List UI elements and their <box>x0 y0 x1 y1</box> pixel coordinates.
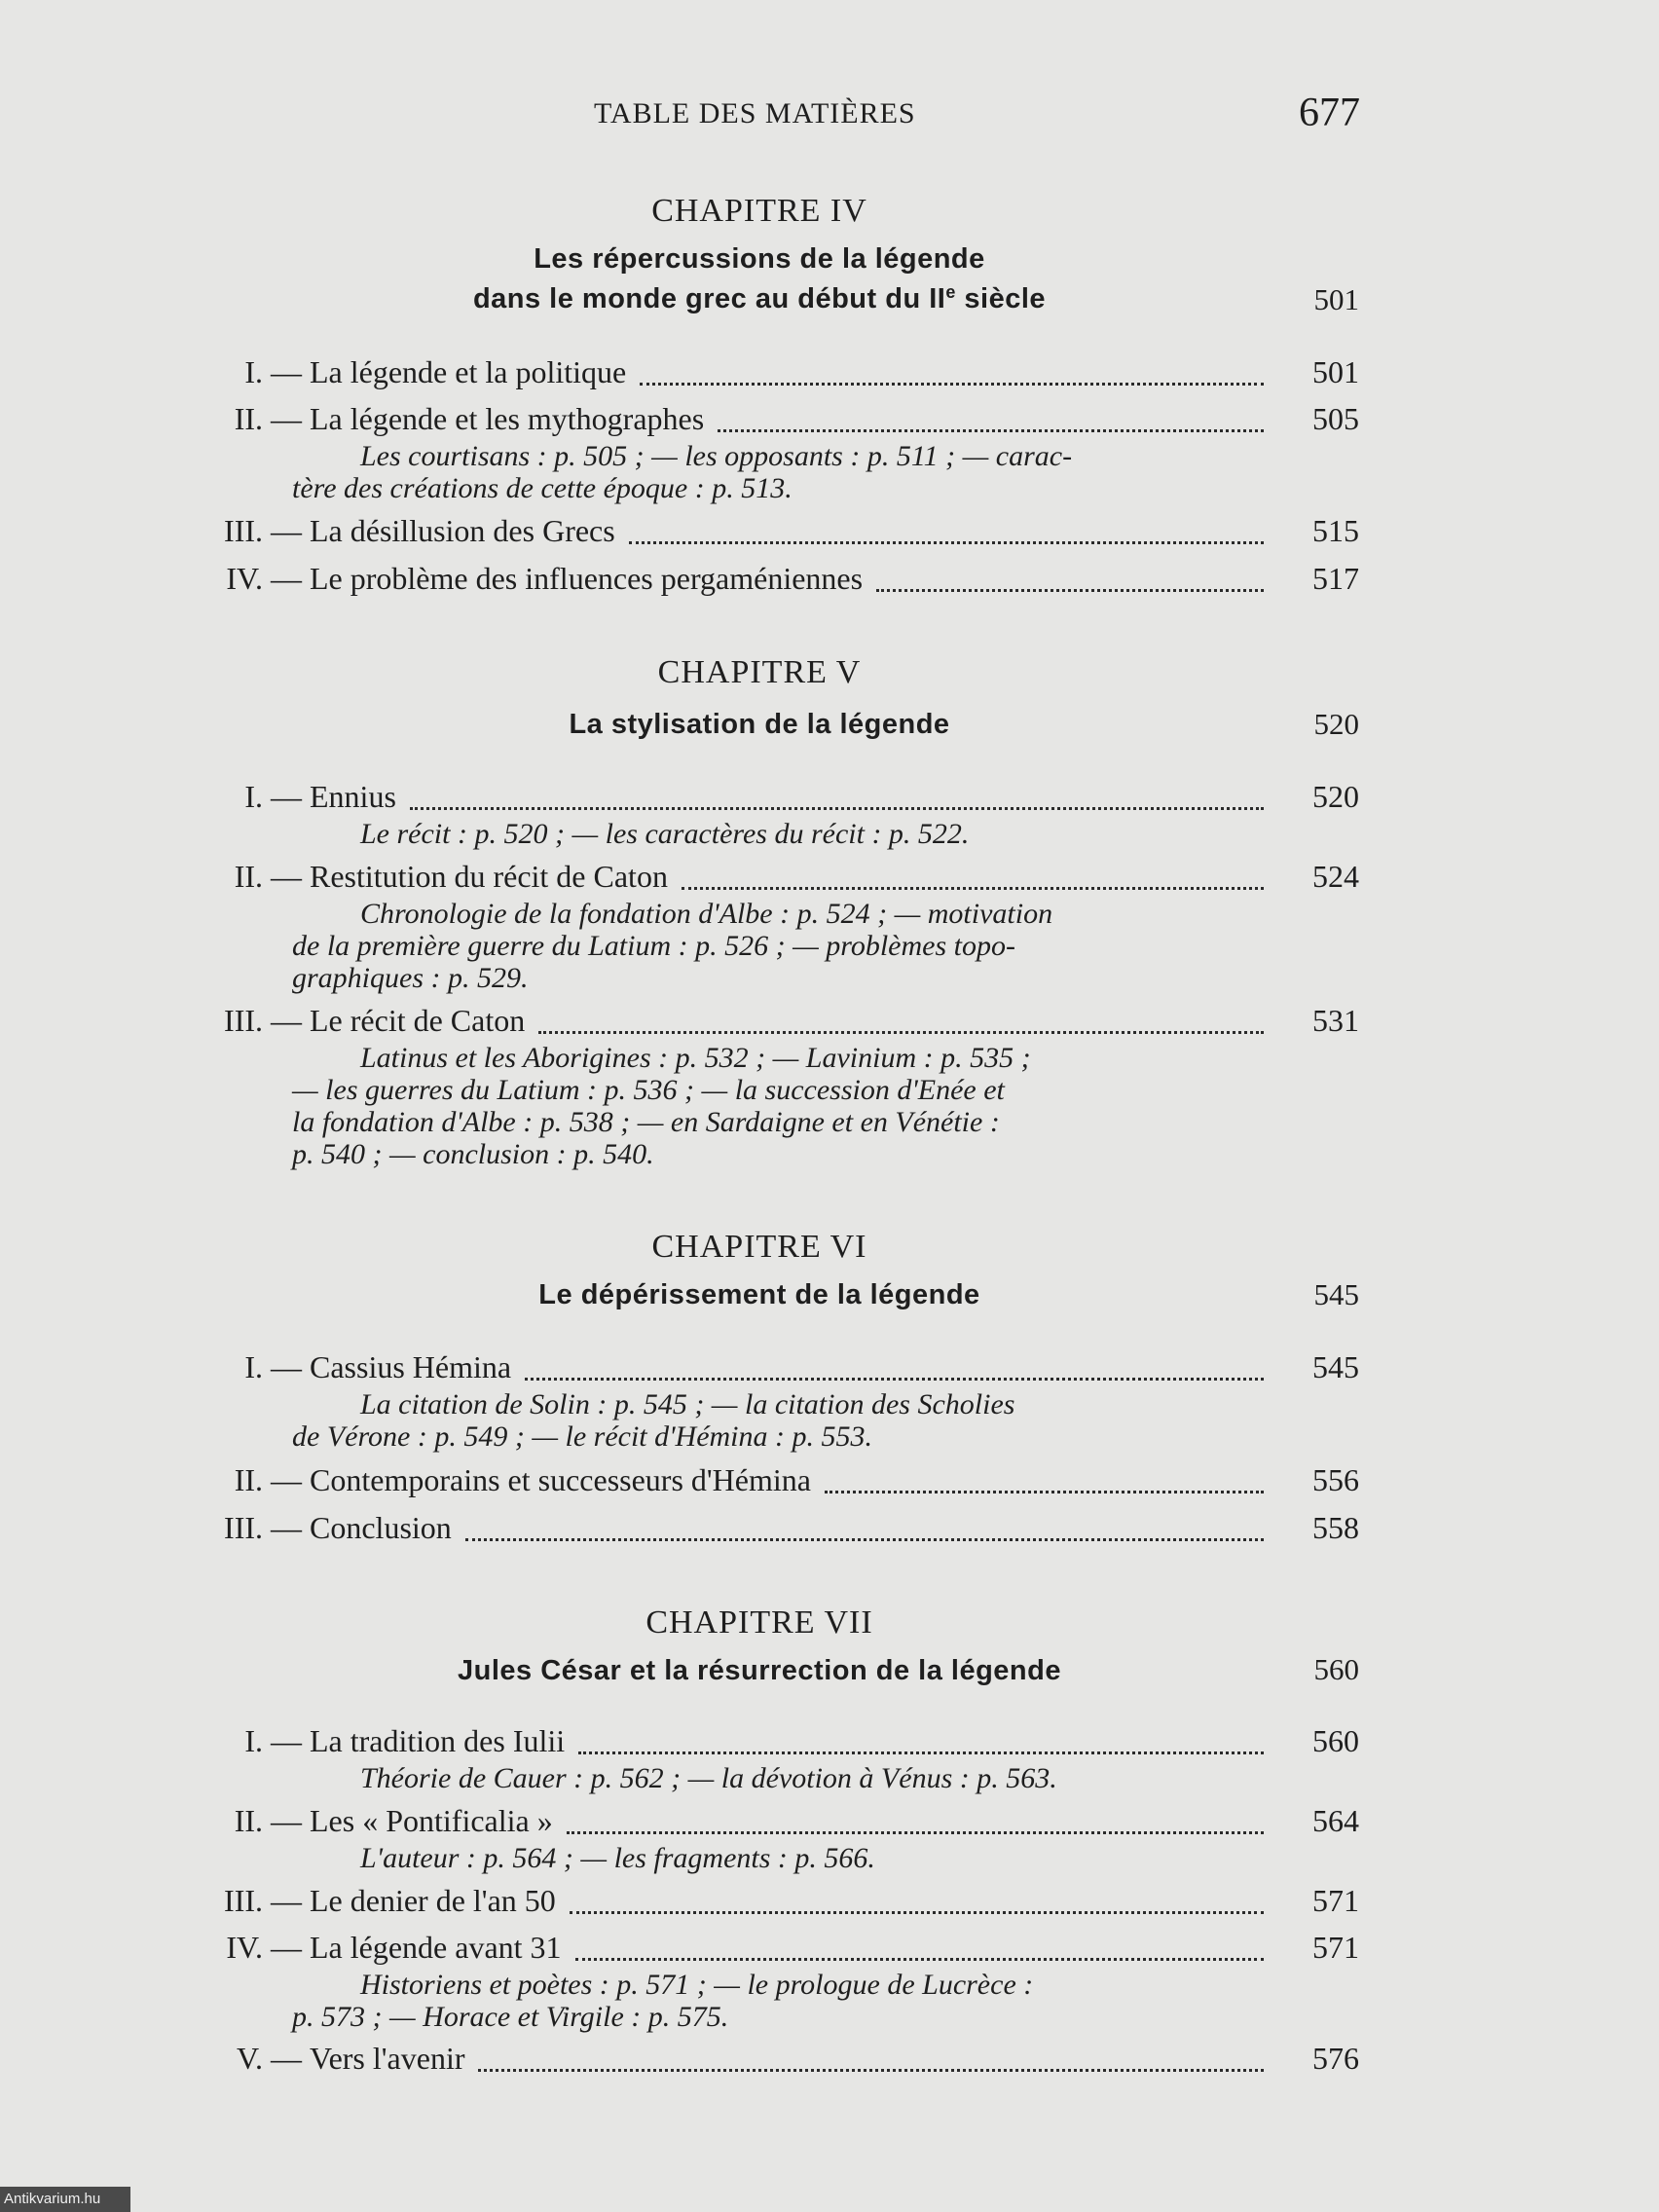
entry-title: Les « Pontificalia » <box>310 1803 553 1838</box>
entry-subtopics: la fondation d'Albe : p. 538 ; — en Sardaigne et en Vénétie : <box>292 1106 1000 1138</box>
entry-page: 564 <box>1312 1803 1359 1838</box>
toc-entry[interactable]: II. — Contemporains et successeurs d'Hémina 556 <box>146 1462 1359 1501</box>
toc-entry[interactable]: II. — Restitution du récit de Caton 524 Chronologie de la fondation d'Albe : p. 524 ; — motivation de la première guerre du Latium : p. 526 ; — problèmes topo- graphiques : p. 529. <box>146 859 1359 994</box>
chapter-page: 520 <box>1313 707 1359 741</box>
entry-number: IV. <box>226 1930 263 1965</box>
entry-title: La légende et les mythographes <box>310 401 705 436</box>
toc-entry[interactable]: III. — Le récit de Caton 531 Latinus et les Aborigines : p. 532 ; — Lavinium : p. 535 ; — les guerres du Latium : p. 536 ; — la succession d'Enée et la fondation d'Albe : p. 538 ; — en Sardaigne et en Vénétie : p. 540 ; — conclusion : p. 540. <box>146 1003 1359 1170</box>
entry-page: 520 <box>1312 779 1359 814</box>
entry-page: 501 <box>1312 354 1359 389</box>
entry-subtopics: Historiens et poètes : p. 571 ; — le prologue de Lucrèce : <box>360 1969 1034 2001</box>
entry-subtopics: p. 540 ; — conclusion : p. 540. <box>292 1138 654 1170</box>
chapter-label: CHAPITRE IV <box>651 193 867 229</box>
entry-subtopics: de la première guerre du Latium : p. 526 ; — problèmes topo- <box>292 930 1015 962</box>
entry-number: II. <box>234 1803 263 1838</box>
entry-subtopics: — les guerres du Latium : p. 536 ; — la succession d'Enée et <box>292 1074 1005 1106</box>
entry-number: I. <box>244 354 263 389</box>
chapter-label: CHAPITRE VI <box>651 1229 867 1265</box>
toc-entry[interactable]: V. — Vers l'avenir 576 <box>146 2041 1359 2080</box>
entry-page: 571 <box>1312 1883 1359 1918</box>
entry-title: La désillusion des Grecs <box>310 513 615 548</box>
entry-subtopics: de Vérone : p. 549 ; — le récit d'Hémina : p. 553. <box>292 1420 873 1453</box>
entry-number: II. <box>234 401 263 436</box>
entry-number: III. <box>224 1510 263 1545</box>
toc-entry[interactable]: I. — La légende et la politique 501 <box>146 354 1359 393</box>
entry-page: 576 <box>1312 2041 1359 2076</box>
entry-number: I. <box>244 779 263 814</box>
chapter-title: dans le monde grec au début du IIe siècle <box>472 282 1047 314</box>
entry-title: Le récit de Caton <box>310 1003 526 1038</box>
entry-page: 515 <box>1312 513 1359 548</box>
toc-entry[interactable]: I. — La tradition des Iulii 560 Théorie de Cauer : p. 562 ; — la dévotion à Vénus : p. 563. <box>146 1723 1359 1794</box>
entry-subtopics: graphiques : p. 529. <box>292 962 529 994</box>
entry-page: 524 <box>1312 859 1359 894</box>
entry-subtopics: Le récit : p. 520 ; — les caractères du récit : p. 522. <box>360 818 970 850</box>
entry-subtopics: Chronologie de la fondation d'Albe : p. 524 ; — motivation <box>360 898 1053 930</box>
entry-title: Le denier de l'an 50 <box>310 1883 556 1918</box>
entry-title: Conclusion <box>310 1510 452 1545</box>
entry-subtopics: L'auteur : p. 564 ; — les fragments : p. 566. <box>360 1842 875 1874</box>
toc-entry[interactable]: II. — Les « Pontificalia » 564 L'auteur : p. 564 ; — les fragments : p. 566. <box>146 1803 1359 1874</box>
chapter-title: Les répercussions de la légende <box>534 243 985 275</box>
entry-title: Vers l'avenir <box>310 2041 465 2076</box>
entry-page: 505 <box>1312 401 1359 436</box>
entry-subtopics: Théorie de Cauer : p. 562 ; — la dévotion à Vénus : p. 563. <box>360 1762 1057 1794</box>
entry-page: 556 <box>1312 1462 1359 1497</box>
entry-number: III. <box>224 1883 263 1918</box>
entry-number: III. <box>224 1003 263 1038</box>
chapter-page: 560 <box>1313 1652 1359 1686</box>
chapter-label: CHAPITRE VII <box>645 1604 873 1641</box>
entry-title: Ennius <box>310 779 396 814</box>
toc-entry[interactable]: III. — Le denier de l'an 50 571 <box>146 1883 1359 1922</box>
toc-entry[interactable]: II. — La légende et les mythographes 505 Les courtisans : p. 505 ; — les opposants : p. 511 ; — carac- tère des créations de cette époque : p. 513. <box>146 401 1359 504</box>
chapter-label: CHAPITRE V <box>657 654 862 690</box>
entry-title: La légende avant 31 <box>310 1930 562 1965</box>
entry-title: Restitution du récit de Caton <box>310 859 668 894</box>
toc-entry[interactable]: I. — Ennius 520 Le récit : p. 520 ; — les caractères du récit : p. 522. <box>146 779 1359 850</box>
chapter-title: Jules César et la résurrection de la légende <box>458 1655 1061 1686</box>
entry-subtopics: Les courtisans : p. 505 ; — les opposants : p. 511 ; — carac- <box>360 440 1073 472</box>
entry-page: 558 <box>1312 1510 1359 1545</box>
toc-entry[interactable]: III. — Conclusion 558 <box>146 1510 1359 1549</box>
entry-page: 545 <box>1312 1349 1359 1384</box>
running-title: TABLE DES MATIÈRES <box>594 97 916 129</box>
entry-title: La tradition des Iulii <box>310 1723 566 1758</box>
chapter-page: 501 <box>1313 282 1359 316</box>
page-number: 677 <box>1299 91 1360 135</box>
toc-entry[interactable]: IV. — Le problème des influences pergaméniennes 517 <box>146 561 1359 600</box>
chapter-page: 545 <box>1313 1277 1359 1311</box>
entry-number: IV. <box>226 561 263 596</box>
entry-page: 560 <box>1312 1723 1359 1758</box>
toc-entry[interactable]: IV. — La légende avant 31 571 Historiens et poètes : p. 571 ; — le prologue de Lucrèce : p. 573 ; — Horace et Virgile : p. 575. <box>146 1930 1359 2033</box>
entry-page: 571 <box>1312 1930 1359 1965</box>
entry-number: II. <box>234 859 263 894</box>
entry-subtopics: La citation de Solin : p. 545 ; — la citation des Scholies <box>360 1388 1015 1420</box>
entry-number: V. <box>237 2041 263 2076</box>
entry-title: Cassius Hémina <box>310 1349 512 1384</box>
entry-number: II. <box>234 1462 263 1497</box>
entry-number: I. <box>244 1723 263 1758</box>
chapter-title: Le dépérissement de la légende <box>538 1279 980 1310</box>
entry-number: I. <box>244 1349 263 1384</box>
toc-entry[interactable]: III. — La désillusion des Grecs 515 <box>146 513 1359 552</box>
chapter-title: La stylisation de la légende <box>569 709 950 740</box>
entry-title: Le problème des influences pergaméniennes <box>310 561 864 596</box>
entry-title: La légende et la politique <box>310 354 627 389</box>
entry-page: 517 <box>1312 561 1359 596</box>
entry-page: 531 <box>1312 1003 1359 1038</box>
toc-entry[interactable]: I. — Cassius Hémina 545 La citation de Solin : p. 545 ; — la citation des Scholies de Vérone : p. 549 ; — le récit d'Hémina : p. 553. <box>146 1349 1359 1453</box>
watermark-stamp: Antikvarium.hu <box>0 2187 130 2212</box>
entry-title: Contemporains et successeurs d'Hémina <box>310 1462 811 1497</box>
entry-number: III. <box>224 513 263 548</box>
entry-subtopics: p. 573 ; — Horace et Virgile : p. 575. <box>292 2001 729 2033</box>
entry-subtopics: tère des créations de cette époque : p. 513. <box>292 472 793 504</box>
entry-subtopics: Latinus et les Aborigines : p. 532 ; — Lavinium : p. 535 ; <box>360 1042 1031 1074</box>
